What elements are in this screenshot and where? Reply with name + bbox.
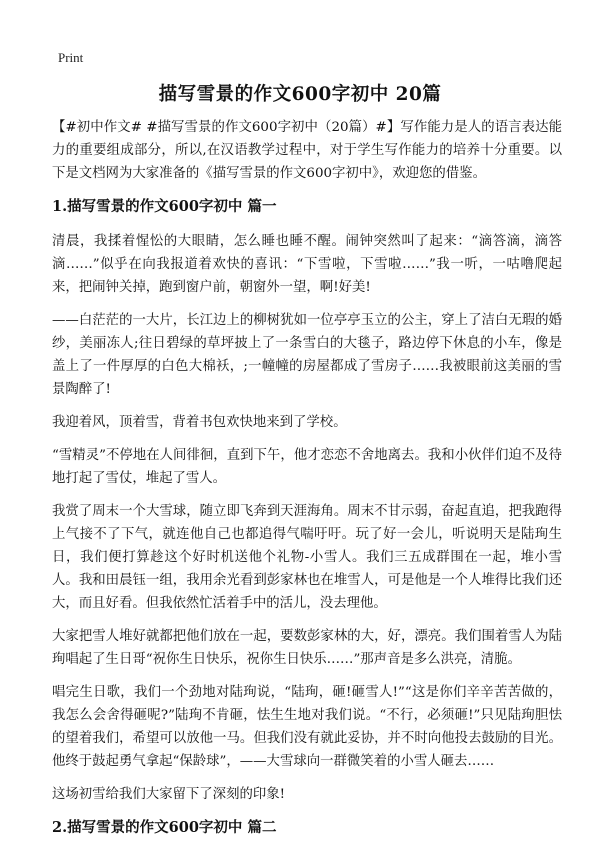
paragraph-8: 这场初雪给我们大家留下了深刻的印象! [52,787,286,802]
paragraph-3: 我迎着风，顶着雪，背着书包欢快地来到了学校。 [52,415,347,430]
paragraph-6: 大家把雪人堆好就都把他们放在一起，要数彭家林的大，好，漂亮。我们围着雪人为陆珣唱起了生日哥“祝你生日快乐，祝你生日快乐……”那声音是多么洪亮，清脆。 [52,629,562,667]
paragraph-2: ——白茫茫的一大片，长江边上的柳树犹如一位亭亭玉立的公主，穿上了洁白无瑕的婚纱，美丽冻人;往日碧绿的草坪披上了一条雪白的大毯子，路边停下休息的小车，像是盖上了一件厚厚的白色大棉袄，;一幢幢的房屋都成了雪房子……我被眼前这美丽的雪景陶醉了! [52,313,562,397]
paragraph-1: 清晨，我揉着惺忪的大眼睛，怎么睡也睡不醒。闹钟突然叫了起来：“滴答滴，滴答滴……”似乎在向我报道着欢快的喜讯：“下雪啦，下雪啦……”我一听，一咕噜爬起来，把闹钟关掉，跑到窗户前，朝窗外一望，啊!好美! [52,234,562,295]
paragraph-7: 唱完生日歌，我们一个劲地对陆珣说，“陆珣，砸!砸雪人!”“这是你们辛辛苦苦做的，我怎么会舍得砸呢?”陆珣不肯砸，怯生生地对我们说。“不行，必须砸!”只见陆珣胆怯的望着我们，希望可以放他一马。但我们没有就此妥协，并不时向他投去鼓励的目光。他终于鼓起勇气拿起“保龄球”，——大雪球向一群微笑着的小雪人砸去…… [52,685,562,769]
article-body [52,116,562,851]
section-heading-2: 2.描写雪景的作文600字初中 篇二 [52,819,277,836]
print-label[interactable]: Print [58,50,84,65]
paragraph-5: 我赏了周末一个大雪球，随立即飞奔到天涯海角。周末不甘示弱，奋起直追，把我跑得上气接不了下气，就连他自己也都追得气喘吁吁。玩了好一会儿，听说明天是陆珣生日，我们便打算趁这个好时机送他个礼物-小雪人。我们三五成群围在一起，堆小雪人。我和田晨钰一组，我用余光看到彭家林也在堆雪人，可是他是一个人堆得比我们还大，而且好看。但我依然忙活着手中的活儿，没去理他。 [52,504,562,611]
document-title: 描写雪景的作文600字初中 20篇 [158,84,442,105]
intro-paragraph: 【#初中作文# #描写雪景的作文600字初中（20篇）#】写作能力是人的语言表达能力的重要组成部分，所以,在汉语教学过程中，对于学生写作能力的培养十分重要。以下是文档网为大家准备的《描写雪景的作文600字初中》，欢迎您的借鉴。 [52,120,562,181]
paragraph-4: “雪精灵”不停地在人间徘徊，直到下午，他才恋恋不舍地离去。我和小伙伴们迫不及待地打起了雪仗，堆起了雪人。 [52,448,562,486]
section-heading-1: 1.描写雪景的作文600字初中 篇一 [52,198,277,215]
